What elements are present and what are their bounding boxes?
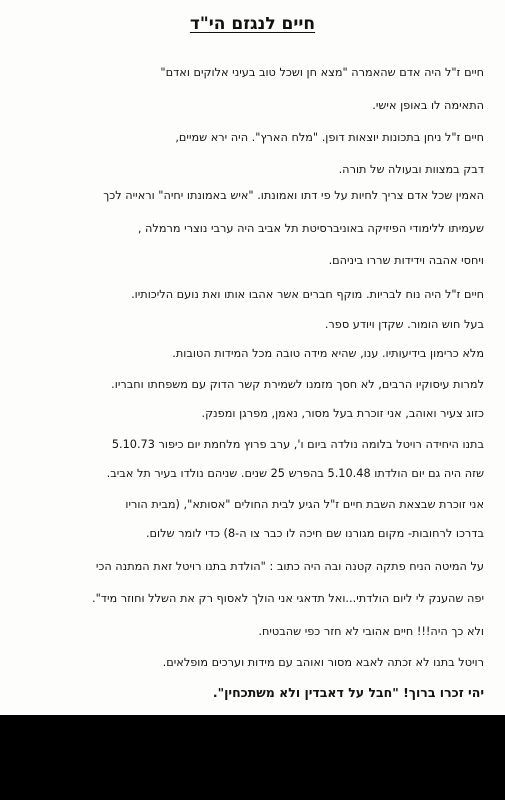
bottom-black-margin — [0, 715, 505, 800]
body-line: כזוג צעיר ואוהב, אני זוכרת בעל מסור, נאמן, מפרגן ומפנק. — [201, 407, 484, 420]
body-line: חיים ז"ל היה נוח לבריות. מוקף חברים אשר אהבו אותו ואת נועם הליכותיו. — [131, 288, 484, 301]
body-line: התאימה לו באופן אישי. — [372, 99, 484, 112]
body-line: בתנו היחידה רויטל בלומה נולדה ביום ו', ערב פרוץ מלחמת יום כיפור 5.10.73 — [111, 438, 484, 451]
body-line: על המיטה הניח פתקה קטנה ובה היה כתוב : "הולדת בתנו רויטל זאת המתנה הכי — [95, 560, 484, 573]
body-line: בעל חוש הומור. שקדן ויודע ספר. — [324, 318, 484, 331]
body-line: יפה שהענק לי ליום הולדתי...ואל תדאגי אני הולך לאסוף רק את השלל וחוזר מיד". — [92, 592, 484, 605]
signoff-line: יהי זכרו ברוך! "חבל על דאבדין ולא משתכחין". — [212, 685, 484, 700]
body-line: ולא כך היה!!! חיים אהובי לא חזר כפי שהבטיח. — [258, 625, 484, 638]
body-line: דבק במצוות ובעולה של תורה. — [338, 163, 484, 176]
body-line: למרות עיסוקיו הרבים, לא חסך מזמנו לשמירת קשר הדוק עם משפחתו וחבריו. — [111, 378, 484, 391]
body-line: האמין שכל אדם צריך לחיות על פי דתו ואמונתו. "איש באמונתו יחיה" וראייה לכך — [103, 189, 484, 202]
body-line: חיים ז"ל היה אדם שהאמרה "מצא חן ושכל טוב בעיני אלוקים ואדם" — [160, 66, 484, 79]
document-title: חיים לנגזם הי"ד — [189, 14, 316, 34]
body-line: ויחסי אהבה וידידות שררו ביניהם. — [328, 254, 484, 267]
body-line: חיים ז"ל ניחן בתכונות יוצאות דופן. "מלח הארץ". היה ירא שמיים, — [175, 131, 484, 144]
body-line: שזה היה גם יום הולדתו 5.10.48 בהפרש 25 שנים. שניהם נולדו בעיר תל אביב. — [106, 467, 484, 480]
body-line: שעמיתו ללימודי הפיזיקה באוניברסיטת תל אביב היה ערבי נוצרי מרמלה , — [137, 222, 484, 235]
body-line: בדרכו לרחובות- מקום מגורנו שם חיכה לו כבר צו ה-8) כדי לומר שלום. — [145, 527, 484, 540]
body-line: מלא כרימון בידיעותיו. ענו, שהיא מידה טובה מכל המידות הטובות. — [172, 347, 484, 360]
body-line: רויטל בתנו לא זכתה לאבא מסור ואוהב עם מידות וערכים מופלאים. — [162, 656, 484, 669]
body-line: אני זוכרת שבצאת השבת חיים ז"ל הגיע לבית החולים "אסותא", (מבית הוריו — [125, 498, 484, 511]
